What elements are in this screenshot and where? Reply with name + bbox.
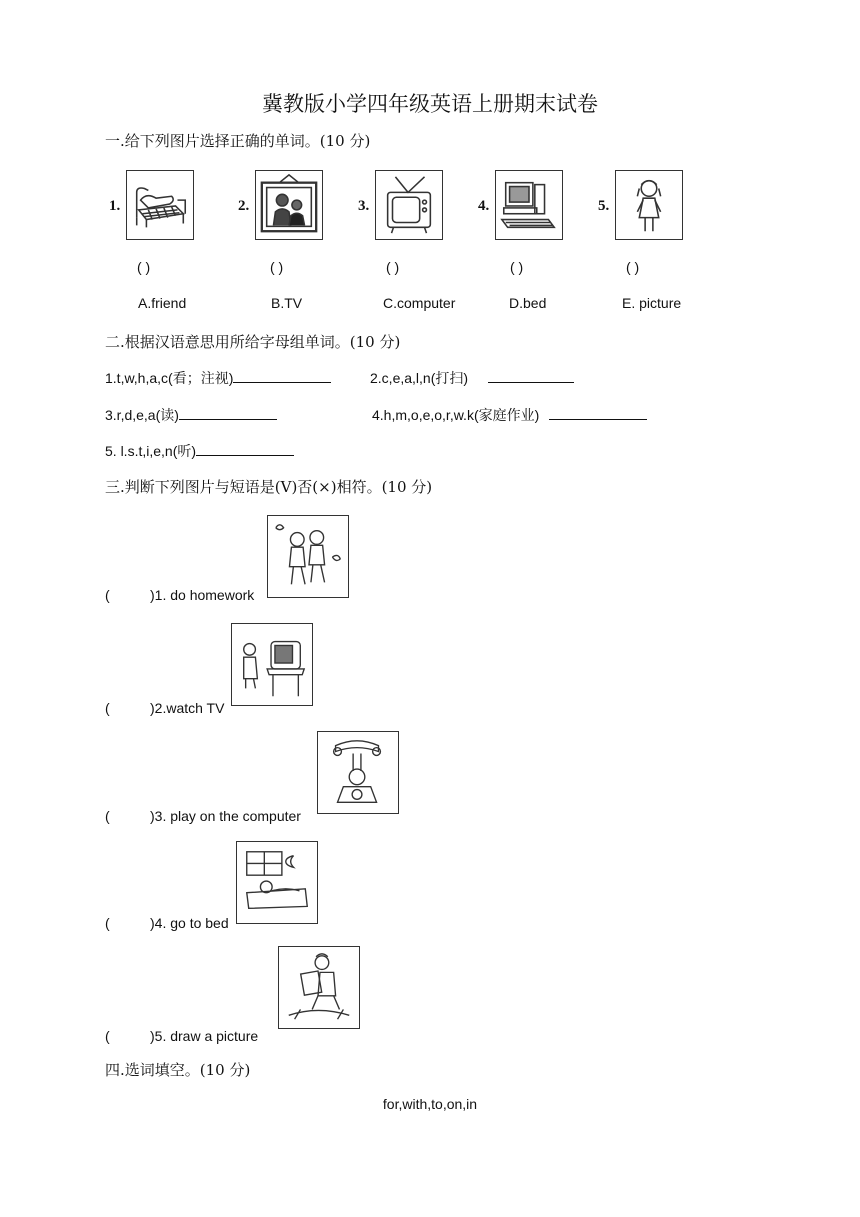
item4-number: 4. [478,198,490,214]
item1-number: 1. [109,198,121,214]
question-2-2 [370,368,574,388]
answer-line-2-1[interactable] [233,369,331,383]
item5-number: 5. [598,198,610,214]
page-title: 冀教版小学四年级英语上册期末试卷 [262,92,598,116]
judge-item-4-text: )4. go to bed [150,915,229,931]
question-2-1 [105,368,331,388]
judge-item-5-paren[interactable]: ( [105,1028,110,1044]
section3-heading: 三.判断下列图片与短语是(V)否(×)相符。(10 分) [105,478,433,496]
option-b: B.TV [271,295,303,311]
question-2-3-text: 3.r,d,e,a(读) [105,407,179,423]
judge-item-5-text: )5. draw a picture [150,1028,259,1044]
option-d: D.bed [509,295,547,311]
answer-blank-5[interactable]: ( ) [626,259,640,275]
judge-item-2-text: )2.watch TV [150,700,225,716]
section4-heading: 四.选词填空。(10 分) [105,1061,251,1079]
computer-icon [495,170,563,240]
option-c: C.computer [383,295,456,311]
telephone-icon [317,731,399,814]
girl-drawing-icon [278,946,360,1029]
bed-icon [126,170,194,240]
judge-item-1-text: )1. do homework [150,587,255,603]
answer-line-2-5[interactable] [196,442,294,456]
answer-blank-2[interactable]: ( ) [270,259,284,275]
item3-number: 3. [358,198,370,214]
question-2-4-text: 4.h,m,o,e,o,r,w.k(家庭作业) [372,407,540,423]
question-2-4 [372,405,647,425]
question-2-1-text: 1.t,w,h,a,c(看；注视) [105,370,234,386]
word-bank: for,with,to,on,in [382,1096,478,1112]
judge-item-3-text: )3. play on the computer [150,808,301,824]
judge-item-4-paren[interactable]: ( [105,915,110,931]
question-2-3 [105,405,277,425]
answer-blank-3[interactable]: ( ) [386,259,400,275]
section1-heading: 一.给下列图片选择正确的单词。(10 分) [105,132,371,150]
section2-heading: 二.根据汉语意思用所给字母组单词。(10 分) [105,333,401,351]
judge-item-1-paren[interactable]: ( [105,587,110,603]
question-2-5-text: 5. l.s.t,i,e,n(听) [105,443,197,459]
option-e: E. picture [622,295,682,311]
judge-item-2-paren[interactable]: ( [105,700,110,716]
picture-frame-icon [255,170,323,240]
question-2-5 [105,441,294,461]
question-2-2-text: 2.c,e,a,l,n(打扫) [370,370,469,386]
item2-number: 2. [238,198,250,214]
judge-item-3-paren[interactable]: ( [105,808,110,824]
answer-blank-4[interactable]: ( ) [510,259,524,275]
children-walking-icon [267,515,349,598]
answer-line-2-2[interactable] [488,369,574,383]
option-a: A.friend [138,295,187,311]
girl-icon [615,170,683,240]
answer-line-2-4[interactable] [549,406,647,420]
sleeping-child-icon [236,841,318,924]
child-watching-tv-icon [231,623,313,706]
answer-blank-1[interactable]: ( ) [137,259,151,275]
answer-line-2-3[interactable] [179,406,277,420]
tv-icon [375,170,443,240]
